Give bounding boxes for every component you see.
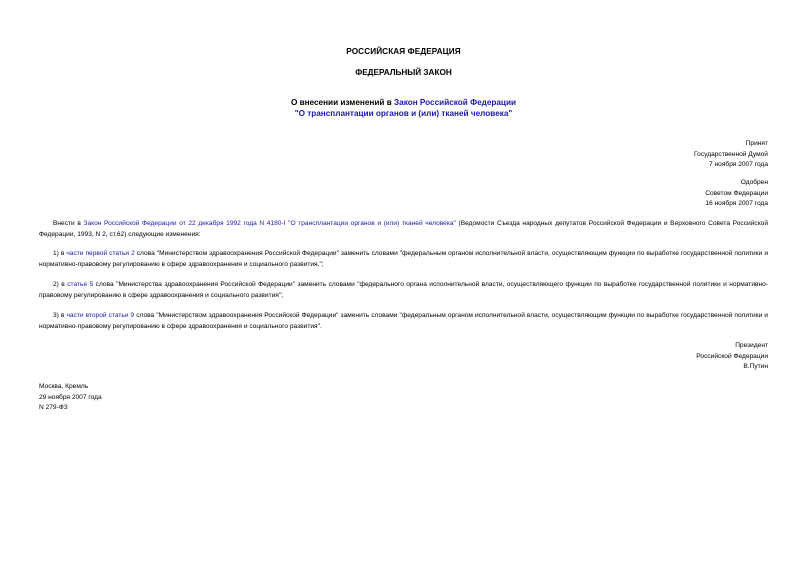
item-3-pre: 3) в [53, 312, 67, 319]
signature-block [696, 341, 768, 373]
footer-place: Москва, Кремль [39, 383, 89, 390]
approved-label: Одобрен [740, 179, 768, 186]
item-3-post: слова "Министерством здравоохранения Российской Федерации" заменить словами "федеральным органом исполнительной власти, осуществляющим функции по выработке государственной политики и нормативно-правовому регулированию в сфере здравоохранения и социального развития". [39, 312, 768, 330]
signature-country: Российской Федерации [696, 352, 768, 360]
amendment-item-1 [39, 248, 768, 270]
item-2-link[interactable]: статье 5 [67, 281, 94, 288]
adopted-body: Государственной Думой [694, 150, 768, 158]
approved-body: Советом Федерации [705, 189, 768, 197]
intro-pre: Внести в [53, 220, 84, 227]
intro-post: (Ведомости Съезда народных депутатов Российской Федерации и Верховного Совета Российской Федерации, 1993, N 2, ст.62) следующие изменения: [39, 220, 769, 238]
intro-law-link[interactable]: Закон Российской Федерации от 22 декабря 1992 года N 4180-I "О трансплантации органов и (или) тканей человека" [83, 220, 456, 227]
approved-date: 16 ноября 2007 года [705, 200, 768, 207]
header-doc-type: ФЕДЕРАЛЬНЫЙ ЗАКОН [355, 68, 452, 77]
intro-paragraph [39, 218, 768, 240]
footer-block [39, 382, 102, 414]
signature-title: Президент [735, 342, 768, 349]
header-country: РОССИЙСКАЯ ФЕДЕРАЦИЯ [346, 47, 461, 56]
amendment-item-2 [39, 279, 768, 301]
title-law-link[interactable]: Закон Российской Федерации [394, 98, 517, 107]
approved-block [705, 178, 768, 210]
amendment-item-3 [39, 310, 768, 332]
item-1-pre: 1) в [53, 250, 67, 257]
law-title [0, 97, 807, 119]
footer-date: 29 ноября 2007 года [39, 393, 102, 401]
item-1-link[interactable]: части первой статьи 2 [66, 250, 135, 257]
footer-number: N 279-ФЗ [39, 404, 68, 411]
item-3-link[interactable]: части второй статьи 9 [66, 312, 135, 319]
title-prefix: О внесении изменений в [290, 98, 395, 107]
title-line2[interactable]: "О трансплантации органов и (или) тканей человека" [294, 109, 513, 118]
adopted-label: Принят [745, 140, 768, 147]
signature-name: В.Путин [743, 363, 768, 370]
item-1-post: слова "Министерством здравоохранения Российской Федерации" заменить словами "федеральным органом исполнительной власти, осуществляющим функции по выработке государственной политики и нормативно-правовому регулированию в сфере здравоохранения и социального развития,"; [39, 250, 768, 268]
item-2-pre: 2) в [53, 281, 68, 288]
item-2-post: слова "Министерства здравоохранения Российской Федерации" заменить словами "федерального органа исполнительной власти, осуществляющего функции по выработке государственной политики и нормативно-правовому регулированию в сфере здравоохранения и социального развития"; [39, 281, 769, 299]
adopted-block [694, 139, 768, 171]
adopted-date: 7 ноября 2007 года [709, 161, 768, 168]
